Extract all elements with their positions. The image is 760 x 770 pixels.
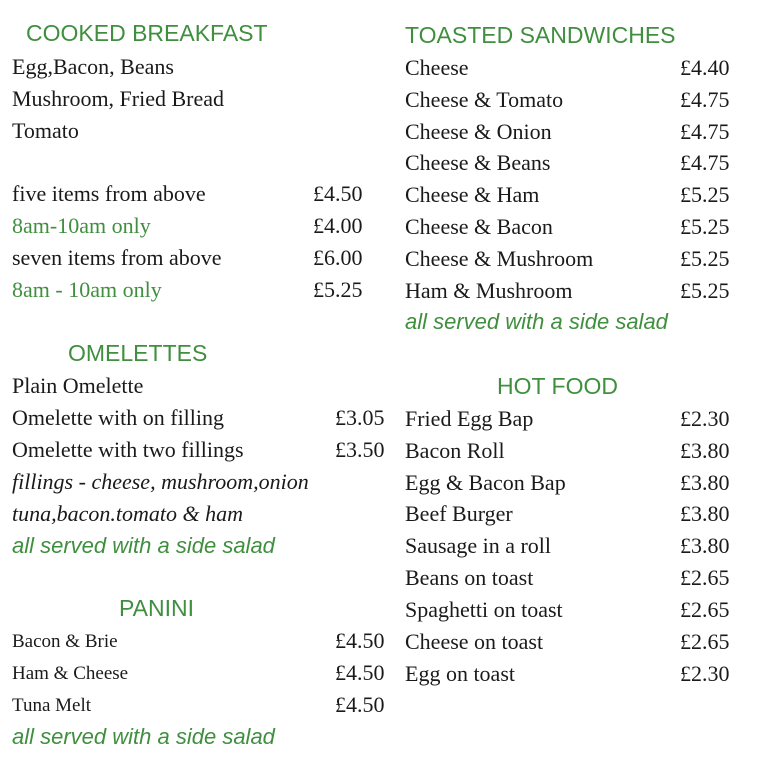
cooked-line: Egg,Bacon, Beans: [12, 54, 174, 79]
panini-heading: PANINI: [119, 595, 194, 621]
hot-item-price: £3.80: [680, 501, 730, 526]
hot-item-price: £3.80: [680, 470, 730, 495]
cooked-option-price: £4.00: [313, 213, 363, 238]
panini-item-label: Ham & Cheese: [12, 663, 129, 684]
panini-item-label: Tuna Melt: [12, 695, 92, 716]
panini-item-price: £4.50: [335, 692, 385, 717]
toasted-item-price: £4.75: [680, 87, 730, 112]
cooked-option-price: £5.25: [313, 277, 363, 302]
panini-item-price: £4.50: [335, 660, 385, 685]
hot-food-heading: HOT FOOD: [497, 373, 618, 399]
hot-item-price: £2.65: [680, 597, 730, 622]
omelettes-note: all served with a side salad: [12, 533, 275, 558]
omelette-item-price: £3.50: [335, 437, 385, 462]
omelette-item-price: £3.05: [335, 405, 385, 430]
panini-item-label: Bacon & Brie: [12, 631, 118, 652]
hot-item-price: £2.30: [680, 661, 730, 686]
cooked-line: Tomato: [12, 118, 79, 143]
hot-item-price: £3.80: [680, 533, 730, 558]
hot-item-label: Cheese on toast: [405, 629, 544, 654]
cooked-option-label: seven items from above: [12, 245, 222, 270]
toasted-item-price: £5.25: [680, 246, 730, 271]
toasted-item-label: Cheese & Onion: [405, 119, 552, 144]
toasted-item-price: £4.75: [680, 119, 730, 144]
hot-item-price: £2.65: [680, 565, 730, 590]
hot-item-label: Beans on toast: [405, 565, 534, 590]
toasted-item-label: Cheese & Mushroom: [405, 246, 594, 271]
hot-item-price: £2.65: [680, 629, 730, 654]
hot-item-label: Egg & Bacon Bap: [405, 470, 566, 495]
toasted-item-label: Cheese & Tomato: [405, 87, 564, 112]
omelette-item-label: Omelette with on filling: [12, 405, 225, 430]
toasted-item-price: £5.25: [680, 182, 730, 207]
hot-item-label: Egg on toast: [405, 661, 515, 686]
hot-item-label: Sausage in a roll: [405, 533, 552, 558]
toasted-item-price: £4.40: [680, 55, 730, 80]
toasted-item-label: Cheese & Bacon: [405, 214, 553, 239]
cooked-option-price: £6.00: [313, 245, 363, 270]
hot-item-price: £3.80: [680, 438, 730, 463]
omelettes-heading: OMELETTES: [68, 340, 208, 366]
toasted-item-price: £5.25: [680, 278, 730, 303]
cooked-line: Mushroom, Fried Bread: [12, 86, 225, 111]
omelette-fillings: tuna,bacon.tomato & ham: [12, 501, 243, 526]
toasted-item-label: Cheese & Beans: [405, 150, 551, 175]
toasted-item-price: £4.75: [680, 150, 730, 175]
cooked-option-label: 8am - 10am only: [12, 277, 162, 302]
hot-item-label: Bacon Roll: [405, 438, 505, 463]
toasted-item-label: Ham & Mushroom: [405, 278, 573, 303]
hot-item-price: £2.30: [680, 406, 730, 431]
hot-item-label: Spaghetti on toast: [405, 597, 563, 622]
toasted-item-label: Cheese: [405, 55, 469, 80]
toasted-item-label: Cheese & Ham: [405, 182, 540, 207]
hot-item-label: Beef Burger: [405, 501, 513, 526]
toasted-item-price: £5.25: [680, 214, 730, 239]
hot-item-label: Fried Egg Bap: [405, 406, 534, 431]
panini-note: all served with a side salad: [12, 724, 275, 749]
omelette-fillings: fillings - cheese, mushroom,onion: [12, 469, 309, 494]
toasted-note: all served with a side salad: [405, 309, 668, 334]
cooked-option-label: five items from above: [12, 181, 206, 206]
omelette-item-label: Omelette with two fillings: [12, 437, 244, 462]
cooked-option-label: 8am-10am only: [12, 213, 151, 238]
toasted-sandwiches-heading: TOASTED SANDWICHES: [405, 22, 676, 48]
panini-item-price: £4.50: [335, 628, 385, 653]
omelette-item-label: Plain Omelette: [12, 373, 144, 398]
cooked-breakfast-heading: COOKED BREAKFAST: [26, 20, 268, 46]
cooked-option-price: £4.50: [313, 181, 363, 206]
